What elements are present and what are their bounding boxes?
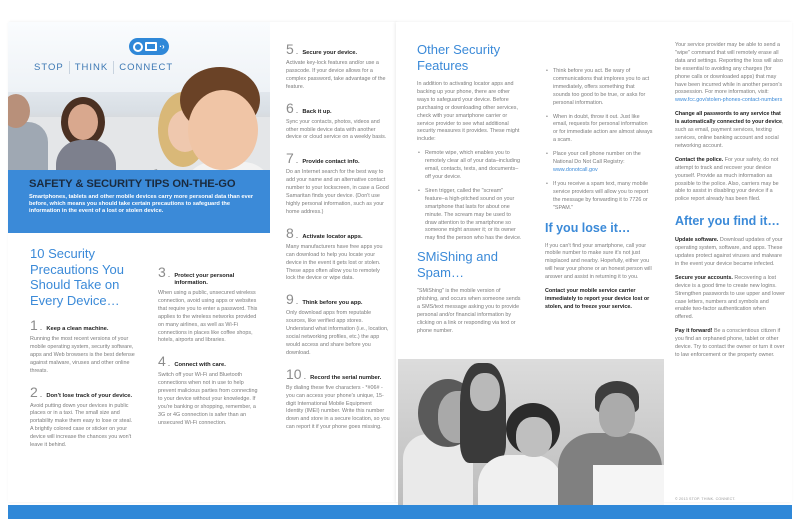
tip-number: 10 bbox=[286, 365, 302, 382]
column-other-features bbox=[417, 42, 523, 342]
find-it-update: Update software. Download updates of your operating system, software, and apps. These updates protect against viruses and malware in the event your device became infected. bbox=[675, 237, 783, 267]
lose-it-heading: If you lose it… bbox=[545, 220, 631, 235]
tip-8: 8 . Activate locator apps. Many manufacturers have free apps you can download to help you locate your device in the event it gets lost or stolen. These apps often allow you to remotely lock the device or wipe data. bbox=[286, 226, 390, 284]
tip-number: 2 bbox=[30, 383, 38, 400]
tip-number: 4 bbox=[158, 353, 166, 370]
family-laptop-photo bbox=[398, 359, 664, 505]
lose-it-police: Contact the police. For your safety, do not attempt to track and recover your device yourself. Provide as much information as possible to the police. Also, carriers may be able to assist in disabling your device if a police report already has been filed. bbox=[675, 156, 779, 203]
logo-word-connect: CONNECT bbox=[119, 62, 174, 73]
column-find-it bbox=[675, 42, 785, 366]
tip-3: 3 . Protect your personal information. When using a public, unsecured wireless connection, avoid using apps or websites that require you to enter a password. This applies to the wireless networks provided on many airlines, as well as Wi-Fi connections in places like coffee shops, hotels, airports and libraries. bbox=[158, 265, 262, 345]
column-precautions-1 bbox=[30, 246, 136, 459]
tip-body: Running the most recent versions of your mobile operating system, security software, apps and Web browsers is the best defense against malware, viruses and other online threats. bbox=[30, 336, 135, 374]
tip-number: 8 bbox=[286, 224, 294, 241]
column-precautions-3 bbox=[286, 42, 390, 441]
lose-it-intro: If you can't find your smartphone, call your mobile number to make sure it's not just misplaced and nearby. Hopefully, either you will hear your phone or an honest person will answer and assist in returning it to you. bbox=[545, 242, 652, 281]
smishing-list bbox=[545, 68, 653, 213]
tip-number: 5 bbox=[286, 41, 294, 57]
stop-think-connect-badge-icon: ·› bbox=[129, 38, 169, 55]
logo-word-think: THINK bbox=[74, 62, 109, 73]
donotcall-link[interactable]: www.donotcall.gov bbox=[553, 166, 598, 173]
tip-body: Do an Internet search for the best way to add your name and an alternative contact number to your lockscreen, in case a Good Samaritan finds your device. (Don't use highly personal information, such as your home address.) bbox=[286, 169, 389, 215]
list-item: • Think before you act. Be wary of communications that implores you to act immediately, offers something that sounds too good to be true, or asks for personal information. bbox=[545, 68, 653, 108]
find-it-secure: Secure your accounts. Recovering a lost device is a good time to create new logins. Strengthen passwords to use upper and lower case letters, numbers and symbols and enable two-factor authentication when offered. bbox=[675, 274, 785, 321]
tip-body: Many manufacturers have free apps you can download to help you locate your device in the event it gets lost or stolen. These apps often allow you to remotely lock the device or wipe data. bbox=[286, 243, 383, 282]
logo-word-stop: STOP bbox=[34, 62, 64, 73]
tip-number: 3 bbox=[158, 264, 166, 280]
tip-title: Don't lose track of your device. bbox=[46, 392, 133, 399]
list-item: • When in doubt, throw it out. Just like email, requests for personal information or for immediate action are almost always a scam. bbox=[545, 114, 653, 146]
tip-10: 10 . Record the serial number. By dialing these five characters - *#06# - you can access your phone's unique, 15-digit International Mobile Equipment Identity (IMEI) number. Write this number down and store in a secure location, so you can report it if your phone goes missing. bbox=[286, 365, 390, 431]
bottom-blue-bar bbox=[8, 505, 792, 519]
tip-number: 1 bbox=[30, 317, 38, 333]
column-precautions-2 bbox=[158, 265, 262, 437]
tip-5: 5 . Secure your device. Activate key-lock features and/or use a passcode. If your device allows for a complex password, take advantage of the feature. bbox=[286, 42, 390, 92]
list-item: • Remote wipe, which enables you to remotely clear all of your data–including email, contacts, texts, and documents–off your device. bbox=[417, 150, 523, 182]
tip-body: Sync your contacts, photos, videos and other mobile device data with another device or cloud service on a weekly basis. bbox=[286, 118, 387, 141]
find-it-heading: After you find it… bbox=[675, 214, 780, 229]
cover-intro: Smartphones, tablets and other mobile devices carry more personal data than ever before, which means you should take certain precautions to safeguard the information in the event of a lost or stolen device. bbox=[29, 194, 254, 215]
tip-title: Provide contact info. bbox=[302, 159, 360, 166]
tip-2: 2 . Don't lose track of your device. Avoid putting down your devices in public places or in a taxi. The small size and portability make them easy to lose or steal. A brightly colored case or sticker on your device will increase the chances you won't leave it behind. bbox=[30, 385, 136, 450]
find-it-pay-forward: Pay it forward! Be a conscientious citizen if you find an orphaned phone, tablet or other device. Try to contact the owner or turn it over to law enforcement or the property owner. bbox=[675, 328, 785, 358]
tip-title: Back it up. bbox=[302, 108, 332, 115]
tip-number: 6 bbox=[286, 99, 294, 116]
tip-body: By dialing these five characters - *#06# - you can access your phone's unique, 15-digit International Mobile Equipment Identity (IMEI) number. Write this number down and store in a secure location, so you can report it if your phone goes missing. bbox=[286, 384, 390, 431]
smishing-intro: "SMiShing" is the mobile version of phishing, and occurs when someone sends a SMS/text message asking you to provide personal and/or financial information by clicking on a link or responding via text or phone number. bbox=[417, 288, 521, 334]
other-features-list bbox=[417, 150, 523, 243]
tip-title: Secure your device. bbox=[302, 50, 358, 56]
tip-title: Protect your personal information. bbox=[174, 273, 235, 286]
cover-band bbox=[8, 170, 270, 233]
lose-it-carrier: Contact your mobile service carrier immediately to report your device lost or stolen, and to freeze your service. bbox=[545, 288, 650, 310]
tip-body: Switch off your Wi-Fi and Bluetooth connections when not in use to help prevent malicious parties from connecting to your device without your knowledge. If you're banking or shopping, remember, a 3G or 4G connection is safer than an unsecured Wi-Fi connection. bbox=[158, 372, 258, 426]
tip-6: 6 . Back it up. Sync your contacts, photos, videos and other mobile device data with another device or cloud service on a weekly basis. bbox=[286, 101, 390, 143]
precautions-heading: 10 Security Precautions You Should Take on Every Device… bbox=[30, 246, 124, 308]
list-item: • Place your cell phone number on the National Do Not Call Registry: www.donotcall.gov bbox=[545, 151, 653, 175]
tip-body: Activate key-lock features and/or use a passcode. If your device allows for a complex password, take advantage of the feature. bbox=[286, 60, 386, 90]
lose-it-carrier-cont: Your service provider may be able to send a "wipe" command that will remotely erase all data and settings. Reporting the loss will also be essential to avoiding any charges (for phone calls or downloaded apps) that may have been incurred while in another person's possession. For more information, visit: www.fcc.gov/stolen-phones-contact-numbers bbox=[675, 42, 783, 104]
fcc-link[interactable]: www.fcc.gov/stolen-phones-contact-numbers bbox=[675, 97, 783, 104]
tip-4: 4 . Connect with care. Switch off your Wi-Fi and Bluetooth connections when not in use to help prevent malicious parties from connecting to your device without your knowledge. If you're banking or shopping, remember, a 3G or 4G connection is safer than an unsecured Wi-Fi connection. bbox=[158, 354, 262, 427]
column-smishing bbox=[545, 42, 653, 318]
tip-7: 7 . Provide contact info. Do an Internet search for the best way to add your name and an alternative contact number to your lockscreen, in case a Good Samaritan finds your device. (Don't use highly personal information, such as your home address.) bbox=[286, 150, 389, 215]
tip-1: 1 . Keep a clean machine. Running the most recent versions of your mobile operating system, security software, apps and Web browsers is the best defense against malware, viruses and other online threats. bbox=[30, 317, 135, 374]
tip-title: Keep a clean machine. bbox=[46, 326, 109, 332]
tip-body: Avoid putting down your devices in public places or in a taxi. The small size and portability make them easy to lose or steal. A brightly colored case or sticker on your device will increase the chances you won't leave it behind. bbox=[30, 402, 133, 449]
tip-title: Record the serial number. bbox=[310, 374, 382, 381]
other-features-intro: In addition to activating locator apps and backing up your phone, there are other ways to safeguard your device. Before purchasing or downloading other services, check with your smartphone carrier or service provider to see what additional security measures it provides. These might include: bbox=[417, 81, 520, 143]
other-features-heading: Other Security Features bbox=[417, 42, 501, 73]
tip-title: Connect with care. bbox=[174, 362, 226, 369]
list-item: • Siren trigger, called the "scream" feature–a high-pitched sound on your smartphone that lasts for about one minute. The scream may be used to draw attention to the smartphone so someone might answer it; or its owner may find the person who has the device. bbox=[417, 188, 523, 243]
tip-body: When using a public, unsecured wireless connection, avoid using apps or websites that require you to enter a password. This applies to the wireless networks provided on many airlines, as well as Wi-Fi connections in places like coffee shops, hotels, airports and libraries. bbox=[158, 290, 258, 344]
tip-body: Only download apps from reputable sources, like verified app stores. Understand what information (i.e., location, social networking profiles, etc.) the app would access and share before you download. bbox=[286, 310, 389, 356]
tip-title: Think before you app. bbox=[302, 300, 363, 307]
tip-number: 9 bbox=[286, 291, 294, 308]
tip-title: Activate locator apps. bbox=[302, 233, 363, 240]
list-item: • If you receive a spam text, many mobile service providers will allow you to report the message by forwarding it to 7726 or "SPAM." bbox=[545, 181, 653, 213]
copyright: © 2013 STOP. THINK. CONNECT. bbox=[675, 497, 736, 501]
tip-number: 7 bbox=[286, 150, 294, 167]
lose-it-passwords: Change all passwords to any service that is automatically connected to your device, such as email, payment services, texting services, online banking account and social networking account. bbox=[675, 111, 784, 149]
smishing-heading: SMiShing and Spam… bbox=[417, 249, 498, 280]
cover-title: SAFETY & SECURITY TIPS ON-THE-GO bbox=[29, 178, 236, 190]
tip-9: 9 . Think before you app. Only download apps from reputable sources, like verified app stores. Understand what information (i.e., location, social networking profiles, etc.) the app would access and share before you download. bbox=[286, 291, 389, 356]
